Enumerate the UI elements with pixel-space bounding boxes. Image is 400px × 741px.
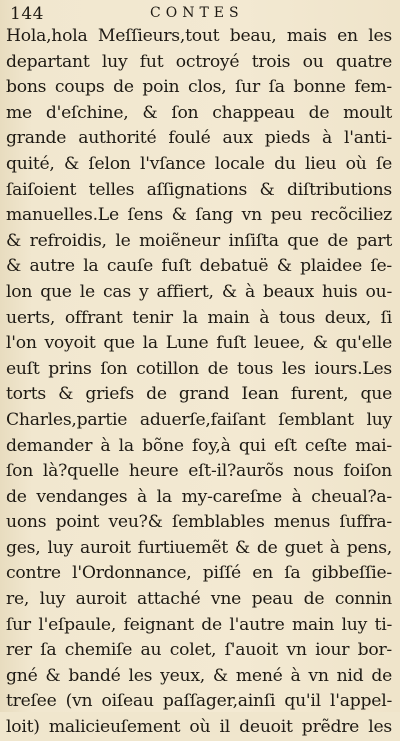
page-header <box>10 4 390 24</box>
page-number: 144 <box>10 4 44 24</box>
running-title: CONTES <box>150 5 244 21</box>
text-line: treſee (vn oiſeau paſſager,ainſi qu'il l'appel- <box>6 691 392 712</box>
text-line: gné & bandé les yeux, & mené à vn nid de <box>6 665 392 686</box>
text-line: de vendanges à la my-careſme à cheual?a- <box>6 486 392 507</box>
text-line: contre l'Ordonnance, piſſé en ſa gibbeſſie- <box>6 563 392 584</box>
text-line: Charles,partie aduerſe,faiſant ſemblant luy <box>6 409 392 430</box>
text-line: l'on voyoit que la Lune fuſt leuee, & qu'elle <box>6 333 392 354</box>
text-line: re, luy auroit attaché vne peau de connin <box>6 589 392 610</box>
text-line: bons coups de poin clos, ſur ſa bonne fem- <box>6 77 392 98</box>
text-line: Hola,hola Meſſieurs,tout beau, mais en les <box>6 26 392 46</box>
text-line: quité, & ſelon l'vſance locale du lieu où ſe <box>6 153 392 174</box>
text-line: ges, luy auroit furtiuemẽt & de guet à pens, <box>6 537 392 558</box>
body-text <box>6 24 392 741</box>
text-line: euſt prins ſon cotillon de tous les iours.Les <box>6 358 392 379</box>
text-line: ſaiſoient telles aſſignations & diſtributions <box>6 179 392 200</box>
text-line: ſur l'eſpaule, feignant de l'autre main luy ti- <box>6 614 392 635</box>
text-line: ſon là?quelle heure eſt-il?aurõs nous foiſon <box>6 461 392 482</box>
text-line: uons point veu?& ſemblables menus ſuffra- <box>6 512 392 533</box>
text-line: loit) malicieuſement où il deuoit prẽdre les <box>6 717 392 738</box>
text-line: & refroidis, le moiẽneur inſiſta que de part <box>6 230 392 251</box>
text-line: departant luy fut octroyé trois ou quatre <box>6 51 392 72</box>
text-line: lon que le cas y affiert, & à beaux huis ou- <box>6 281 392 302</box>
text-line: demander à la bõne foy,à qui eſt ceſte mai- <box>6 435 392 456</box>
text-line: grande authorité foulé aux pieds à l'anti- <box>6 128 392 149</box>
text-line: uerts, offrant tenir la main à tous deux, ſi <box>6 307 392 328</box>
text-line: torts & griefs de grand Iean furent, que <box>6 384 392 405</box>
text-line: & autre la cauſe fuſt debatuë & plaidee ſe- <box>6 256 392 277</box>
text-line: manuelles.Le ſens & ſang vn peu recõciliez <box>6 205 392 226</box>
text-line: rer ſa chemiſe au colet, ſ'auoit vn iour bor- <box>6 640 392 661</box>
text-line: me d'eſchine, & ſon chappeau de moult <box>6 102 392 123</box>
